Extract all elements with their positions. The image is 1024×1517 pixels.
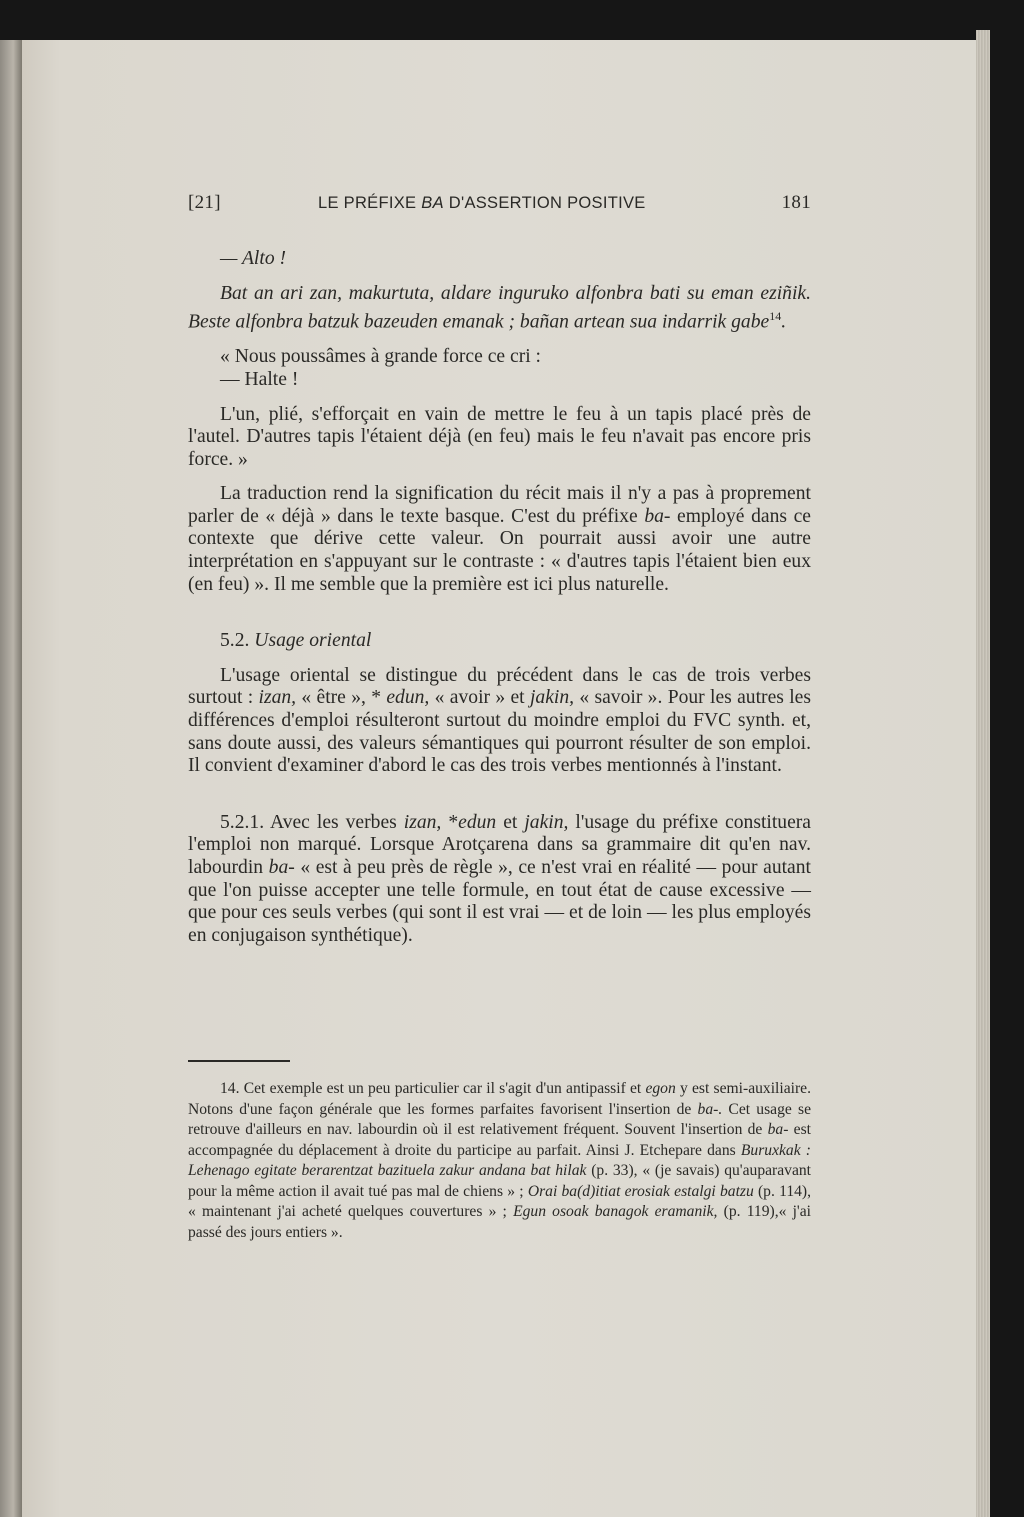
facing-page-edge bbox=[0, 40, 22, 1517]
quote-basque-line: — Alto ! bbox=[220, 248, 287, 269]
footnotes bbox=[188, 1079, 811, 1243]
footnote-rule bbox=[188, 1060, 290, 1062]
quote-french-line-1: « Nous poussâmes à grande force ce cri : bbox=[220, 346, 542, 368]
chapter-marker: [21] bbox=[188, 192, 221, 213]
page-fore-edge bbox=[976, 30, 990, 1517]
footnote-14: 14. Cet exemple est un peu particulier car il s'agit d'un antipassif et egon y est semi-auxiliaire. Notons d'une façon générale que les formes parfaites favorisent l'insertion de ba-. Cet usage se retrouve d'ailleurs en nav. labourdin où il est relativement fréquent. Souvent l'insertion de ba- est accompagnée du déplacement à droite du participe au parfait. Ainsi J. Etchepare dans Buruxkak : Lehenago egitate berarentzat bazituela zakur andana bat hilak (p. 33), « (je savais) qu'auparavant pour la même action il avait tué pas mal de chiens » ; Orai ba(d)itiat erosiak estalgi batzu (p. 114), « maintenant j'ai acheté quelques couvertures » ; Egun osoak banagok eramanik, (p. 119),« j'ai passé des jours entiers ». bbox=[188, 1080, 812, 1241]
section-heading-5-2: 5.2. Usage oriental bbox=[220, 630, 372, 652]
paragraph-traduction: La traduction rend la signification du récit mais il n'y a pas à proprement parler de « déjà » dans le texte basque. C'est du préfixe ba- employé dans ce contexte que dérive cette valeur. On pourrait aussi avoir une autre interprétation en s'appuyant sur le contraste : « d'autres tapis l'étaient bien eux (en feu) ». Il me semble que la première est ici plus naturelle. bbox=[188, 483, 811, 595]
quote-french-paragraph: L'un, plié, s'efforçait en vain de mettre le feu à un tapis placé près de l'autel. D'autres tapis l'étaient déjà (en feu) mais le feu n'avait pas encore pris force. » bbox=[188, 403, 811, 470]
quote-basque-paragraph: Bat an ari zan, makurtuta, aldare inguruko alfonbra bati su eman eziñik. Beste alfonbra batzuk bazeuden emanak ; bañan artean sua indarrik gabe$^{14}$. bbox=[188, 282, 811, 333]
main-text bbox=[188, 248, 811, 947]
quote-french-line-2: — Halte ! bbox=[220, 368, 299, 390]
running-title: LE PRÉFIXE BA D'ASSERTION POSITIVE bbox=[318, 194, 646, 212]
paragraph-5-2-1: 5.2.1. Avec les verbes izan, *edun et jakin, l'usage du préfixe constituera l'emploi non marqué. Lorsque Arotçarena dans sa grammaire dit qu'en nav. labourdin ba- « est à peu près de règle », ce n'est vrai en réalité — pour autant que l'on puisse accepter une telle formule, en tout état de cause excessive — que pour ces seuls verbes (qui sont il est vrai — et de loin — les plus employés en conjugaison synthétique). bbox=[188, 811, 812, 946]
paragraph-usage-oriental: L'usage oriental se distingue du précédent dans le cas de trois verbes surtout : izan, « être », * edun, « avoir » et jakin, « savoir ». Pour les autres les différences d'emploi résulteront surtout du moindre emploi du FVC synth. et, sans doute aussi, des valeurs sémantiques qui pourront résulter de son emploi. Il convient d'examiner d'abord le cas des trois verbes mentionnés à l'instant. bbox=[188, 664, 811, 777]
page-number: 181 bbox=[781, 192, 811, 213]
footnote-ref-14: 14 bbox=[769, 309, 782, 324]
